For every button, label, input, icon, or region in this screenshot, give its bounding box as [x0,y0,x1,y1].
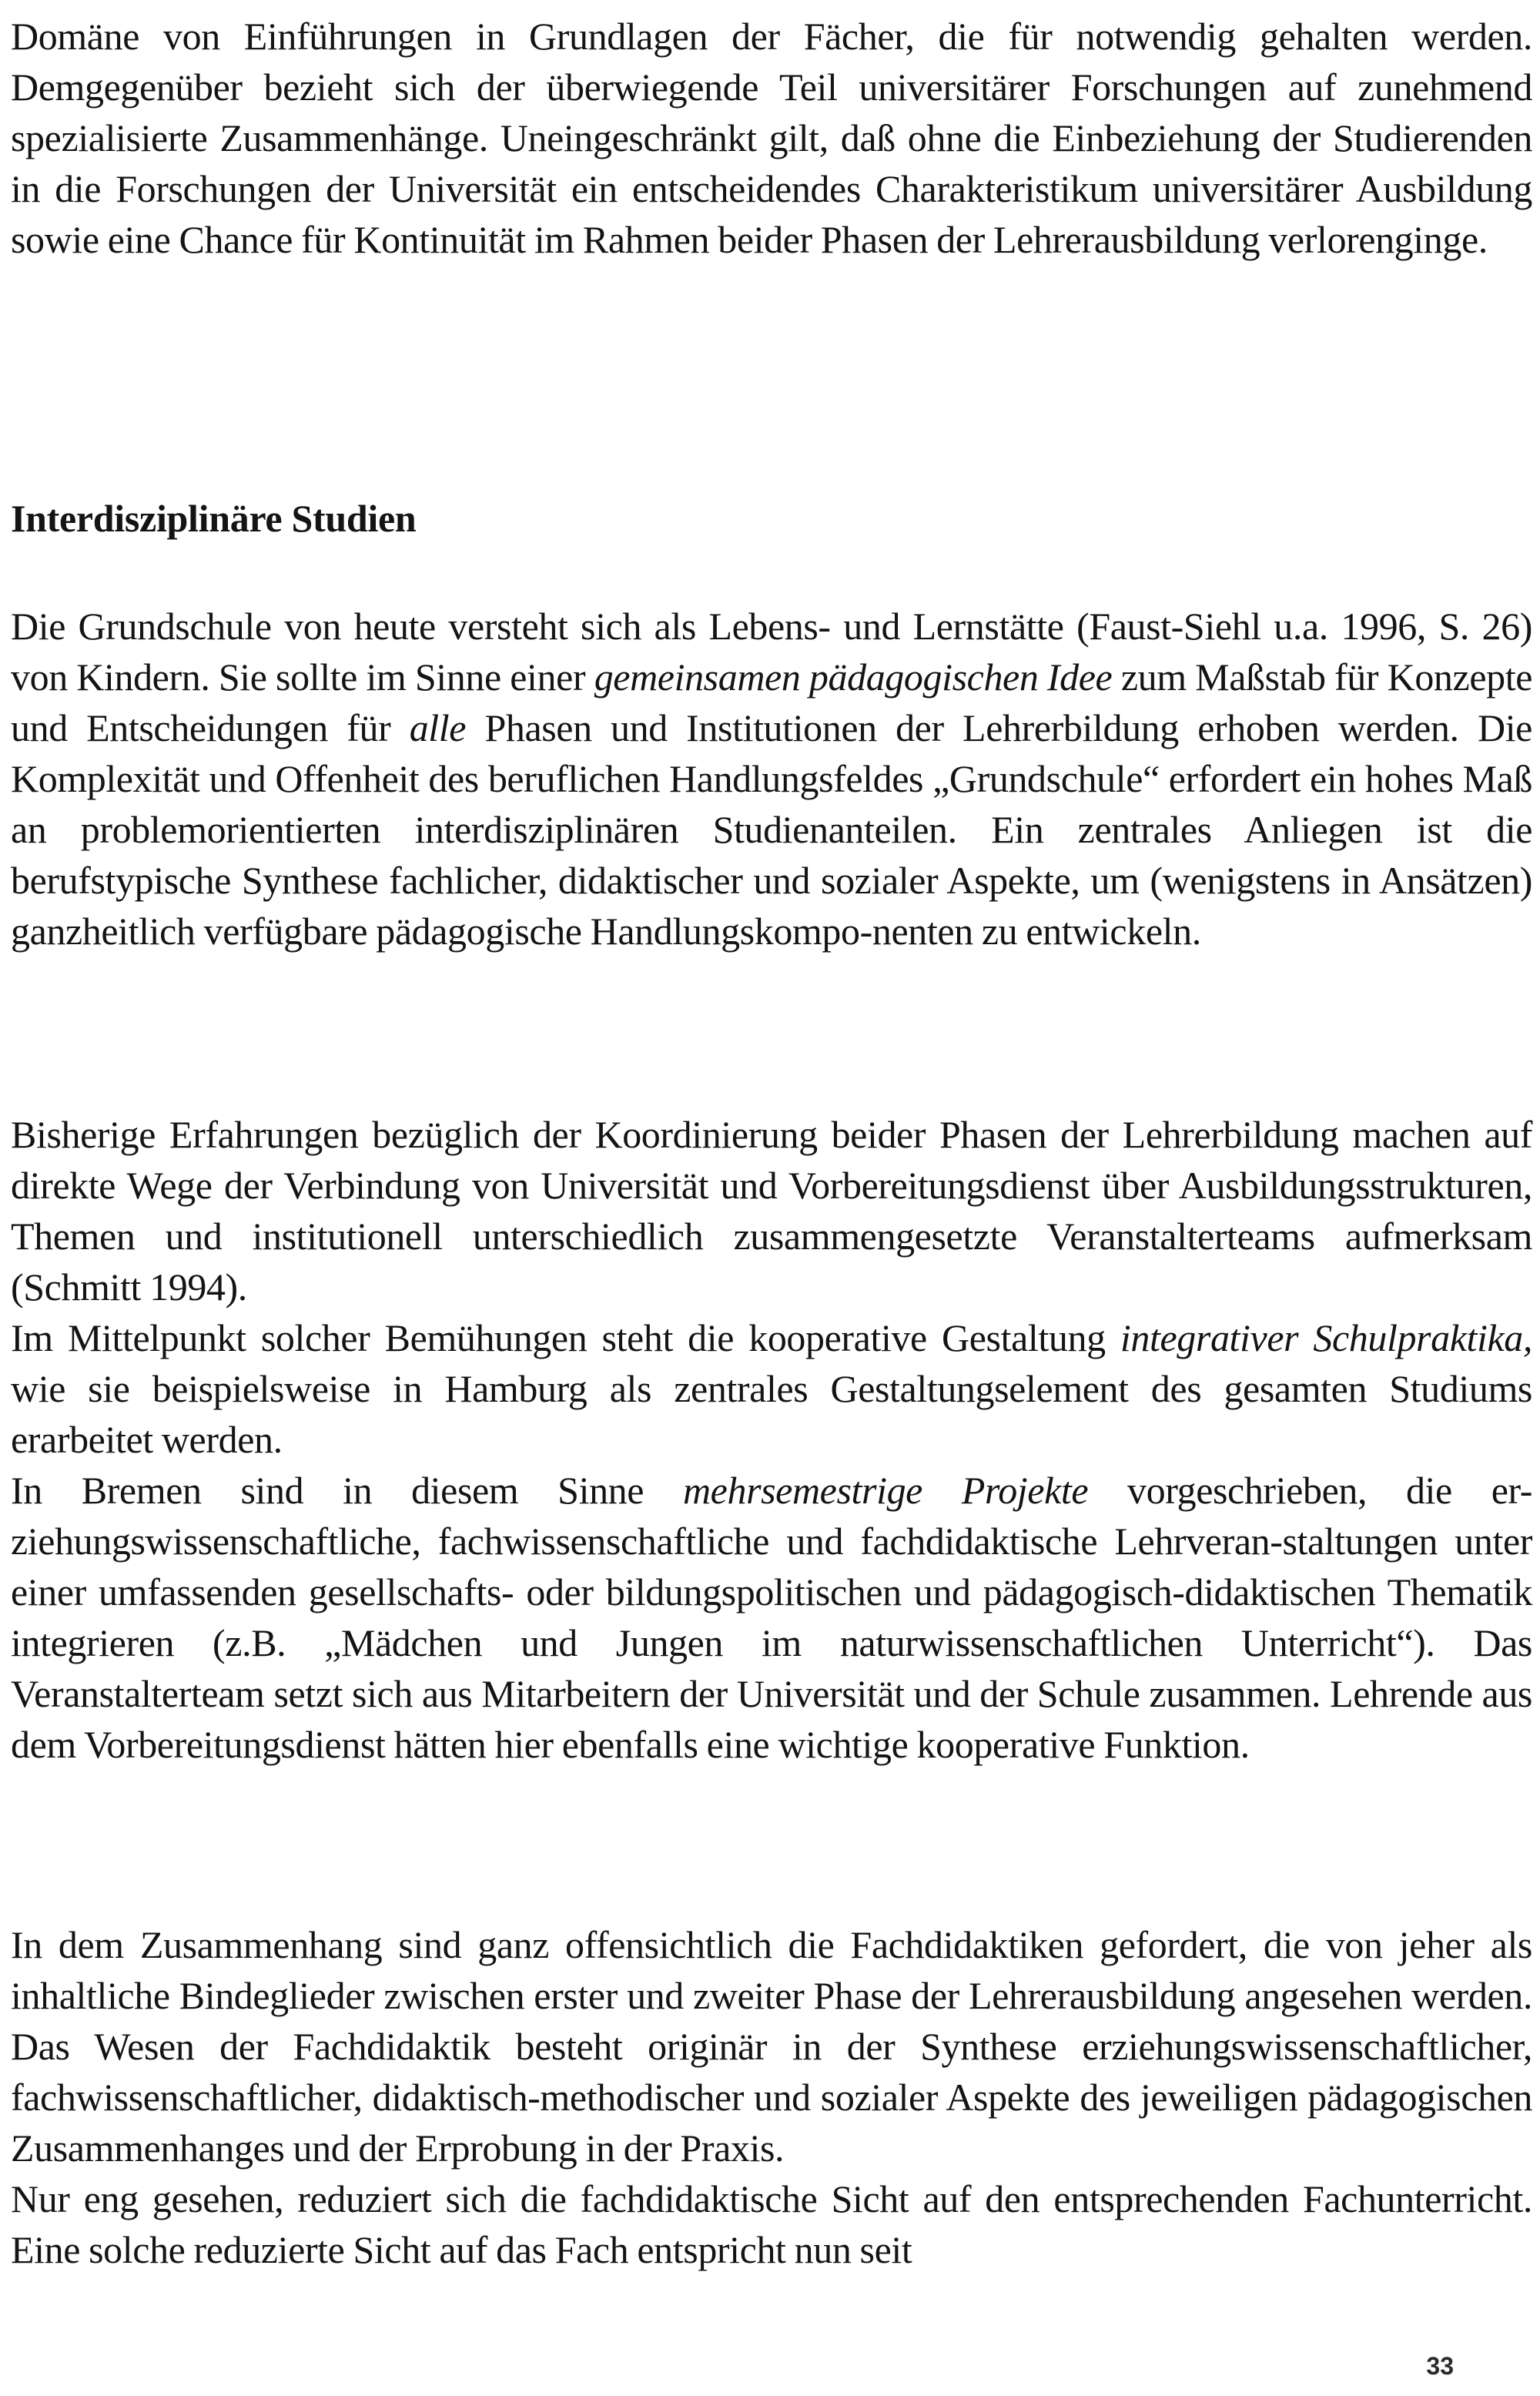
paragraph-fachdidaktik-part-b: Nur eng gesehen, reduziert sich die fachdidaktische Sicht auf den entsprechenden Fachunterricht. Eine solche reduzierte Sicht auf das Fach entspricht nun seit [11,2177,1532,2271]
paragraph-intro [11,11,1532,265]
paragraph-grundschule-text-3: Phasen und Institutionen der Lehrerbildung erhoben werden. Die Komplexität und Offenheit des beruflichen Handlungsfeldes „Grundschule“ erfordert ein hohes Maß an problemorientierten interdisziplinären Studienanteilen. Ein zentrales Anliegen ist die berufstypische Synthese fachlicher, didaktischer und sozialer Aspekte, um (wenigstens in Ansätzen) ganzheitlich verfügbare pädagogische Handlungskompo-nenten zu entwickeln. [11,706,1532,953]
paragraph-erfahrungen-part-b-emphasis: integrativer Schulpraktika, [1120,1316,1532,1359]
paragraph-fachdidaktik [11,1919,1532,2275]
paragraph-erfahrungen-part-c-text-2: vorgeschrieben, die er-ziehungswissenschaftliche, fachwissenschaftliche und fachdidaktische Lehrveran-staltungen unter einer umfassenden gesellschafts- oder bildungspolitischen und pädagogisch-didaktischen Thematik integrieren (z.B. „Mädchen und Jungen im naturwissenschaftlichen Unterricht“). Das Veranstalterteam setzt sich aus Mitarbeitern der Universität und der Schule zusammen. Lehrende aus dem Vorbereitungsdienst hätten hier ebenfalls eine wichtige kooperative Funktion. [11,1469,1532,1766]
paragraph-erfahrungen-part-c [11,1465,1532,1770]
paragraph-erfahrungen-part-b-text-1: Im Mittelpunkt solcher Bemühungen steht die kooperative Gestaltung [11,1316,1106,1359]
paragraph-erfahrungen-part-b-text-2: wie sie beispielsweise in Hamburg als zentrales Gestaltungselement des gesamten Studiums erarbeitet werden. [11,1367,1532,1461]
paragraph-erfahrungen-part-a: Bisherige Erfahrungen bezüglich der Koordinierung beider Phasen der Lehrerbildung machen auf direkte Wege der Verbindung von Universität und Vorbereitungsdienst über Ausbildungsstrukturen, Themen und institutionell unterschiedlich zusammengesetzte Veranstalterteams aufmerksam (Schmitt 1994). [11,1113,1532,1309]
paragraph-intro-text: Domäne von Einführungen in Grundlagen der Fächer, die für notwendig gehalten werden. Demgegenüber bezieht sich der überwiegende Teil universitärer Forschungen auf zunehmend spezialisierte Zusammenhänge. Uneingeschränkt gilt, daß ohne die Einbeziehung der Studierenden in die Forschungen der Universität ein entscheidendes Charakteristikum universitärer Ausbildung sowie eine Chance für Kontinuität im Rahmen beider Phasen der Lehrerausbildung verlorenginge. [11,15,1532,261]
paragraph-grundschule-text-1: Die Grundschule von heute versteht sich als Lebens- und Lernstätte (Faust-Siehl u.a. 1996, S. 26) von Kindern. Sie sollte im Sinne einer [11,605,1532,699]
page-number: 33 [1426,2352,1454,2380]
paragraph-erfahrungen-part-c-emphasis: mehrsemestrige Projekte [682,1469,1089,1512]
paragraph-grundschule-text-2: zum Maßstab für Konzepte und Entscheidungen für [11,655,1532,749]
paragraph-erfahrungen-part-c-text-1: In Bremen sind in diesem Sinne [11,1469,644,1512]
paragraph-grundschule-emphasis-1: gemeinsamen pädagogischen Idee [594,655,1113,699]
paragraph-erfahrungen [11,1109,1532,1770]
paragraph-grundschule [11,601,1532,957]
section-heading: Interdisziplinäre Studien [11,497,417,540]
paragraph-erfahrungen-part-b [11,1312,1532,1465]
paragraph-fachdidaktik-part-a: In dem Zusammenhang sind ganz offensichtlich die Fachdidaktiken gefordert, die von jeher als inhaltliche Bindeglieder zwischen erster und zweiter Phase der Lehrerausbildung angesehen werden. Das Wesen der Fachdidaktik besteht originär in der Synthese erziehungswissenschaftlicher, fachwissenschaftlicher, didaktisch-methodischer und sozialer Aspekte des jeweiligen pädagogischen Zusammenhanges und der Erprobung in der Praxis. [11,1923,1532,2170]
paragraph-grundschule-emphasis-2: alle [409,706,467,749]
